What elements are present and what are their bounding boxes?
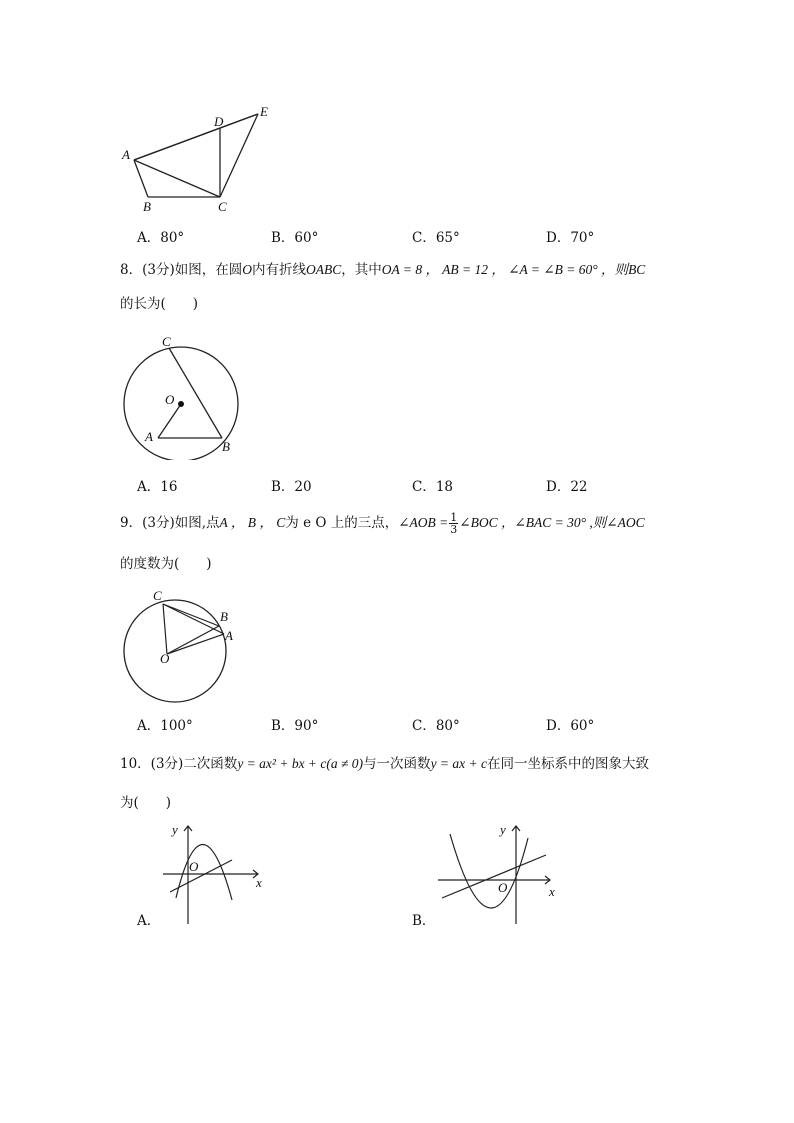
q9-label-a: A — [225, 628, 233, 643]
q9-fraction-numerator: 1 — [450, 511, 458, 524]
q10-a-label-x: x — [256, 875, 262, 890]
q8-bc: BC — [628, 262, 646, 277]
q9-option-a[interactable]: A．100° — [137, 718, 193, 734]
q8-label-o: O — [165, 392, 175, 407]
q8-conditions: OA = 8 ， AB = 12 ， ∠A = ∠B = 60° ，则 — [381, 262, 629, 277]
q7-option-d[interactable]: D．70° — [546, 230, 595, 246]
q9-stem-a: 9．(3分)如图,点 — [120, 515, 220, 531]
q9-angle-aoc: ∠AOC — [606, 515, 645, 530]
q8-option-d[interactable]: D．22 — [546, 479, 588, 495]
q8-label-a: A — [145, 429, 153, 444]
q9-option-c[interactable]: C．80° — [412, 718, 460, 734]
q10-linear: y = ax + c — [430, 756, 488, 771]
q7-label-b: B — [143, 199, 151, 214]
q10-graph-a[interactable] — [158, 820, 270, 928]
q8-option-c[interactable]: C．18 — [412, 479, 454, 495]
q7-label-d: D — [214, 114, 224, 129]
q8-stem-b: 内有折线 — [251, 262, 306, 278]
q9-fraction — [449, 512, 458, 535]
q10-stem-b: 与一次函数 — [363, 756, 431, 772]
q10-b-label-y: y — [500, 822, 506, 837]
q10-a-label-o: O — [189, 859, 199, 874]
q10-option-b[interactable]: B． — [412, 913, 436, 929]
q8-label-c: C — [162, 334, 171, 349]
q8-stem-line2: 的长为( ) — [120, 296, 199, 312]
q9-label-c: C — [153, 588, 162, 603]
q9-stem-line1 — [120, 512, 645, 535]
q7-label-c: C — [218, 199, 227, 214]
q9-points: A ， B ， C — [219, 515, 286, 530]
q9-angle-boc: ∠BOC ， — [459, 515, 515, 530]
q10-option-a[interactable]: A． — [137, 913, 161, 929]
q8-figure — [118, 330, 248, 460]
q9-option-d[interactable]: D．60° — [546, 718, 595, 734]
q8-label-b: B — [222, 439, 230, 454]
q8-stem-a: 8．(3分)如图，在圆 — [120, 262, 243, 278]
q8-polyline: OABC — [305, 262, 342, 277]
q10-b-label-o: O — [498, 880, 508, 895]
q10-graph-b[interactable] — [432, 820, 562, 928]
q7-label-a: A — [122, 147, 130, 162]
q10-quadratic: y = ax² + bx + c(a ≠ 0) — [237, 756, 364, 771]
q10-stem-line2: 为( ) — [120, 795, 172, 811]
q9-label-o: O — [160, 651, 170, 666]
q10-stem-a: 10．(3分)二次函数 — [120, 756, 238, 772]
q9-figure — [118, 584, 248, 709]
q9-stem-b: 为 e O 上的三点， — [285, 515, 399, 531]
q7-option-c[interactable]: C．65° — [412, 230, 460, 246]
q9-option-b[interactable]: B．90° — [271, 718, 319, 734]
q10-stem-c: 在同一坐标系中的图象大致 — [487, 756, 650, 772]
q7-label-e: E — [260, 104, 268, 119]
q10-stem-line1 — [120, 755, 649, 773]
q10-a-label-y: y — [172, 822, 178, 837]
q9-label-b: B — [220, 609, 228, 624]
q8-stem-c: ，其中 — [341, 262, 382, 278]
q7-option-a[interactable]: A．80° — [137, 230, 185, 246]
q8-option-a[interactable]: A．16 — [137, 479, 178, 495]
q9-fraction-denominator: 3 — [450, 523, 458, 536]
q9-angle-aob: ∠AOB = — [398, 515, 449, 530]
q8-option-b[interactable]: B．20 — [271, 479, 312, 495]
q8-stem-line1 — [120, 261, 645, 279]
q10-b-label-x: x — [549, 884, 555, 899]
q7-figure — [118, 100, 278, 215]
q9-condition: ∠BAC = 30° ,则 — [514, 515, 607, 530]
q9-stem-line2: 的度数为( ) — [120, 556, 212, 572]
q7-option-b[interactable]: B．60° — [271, 230, 319, 246]
q8-circle-o: O — [242, 262, 252, 277]
